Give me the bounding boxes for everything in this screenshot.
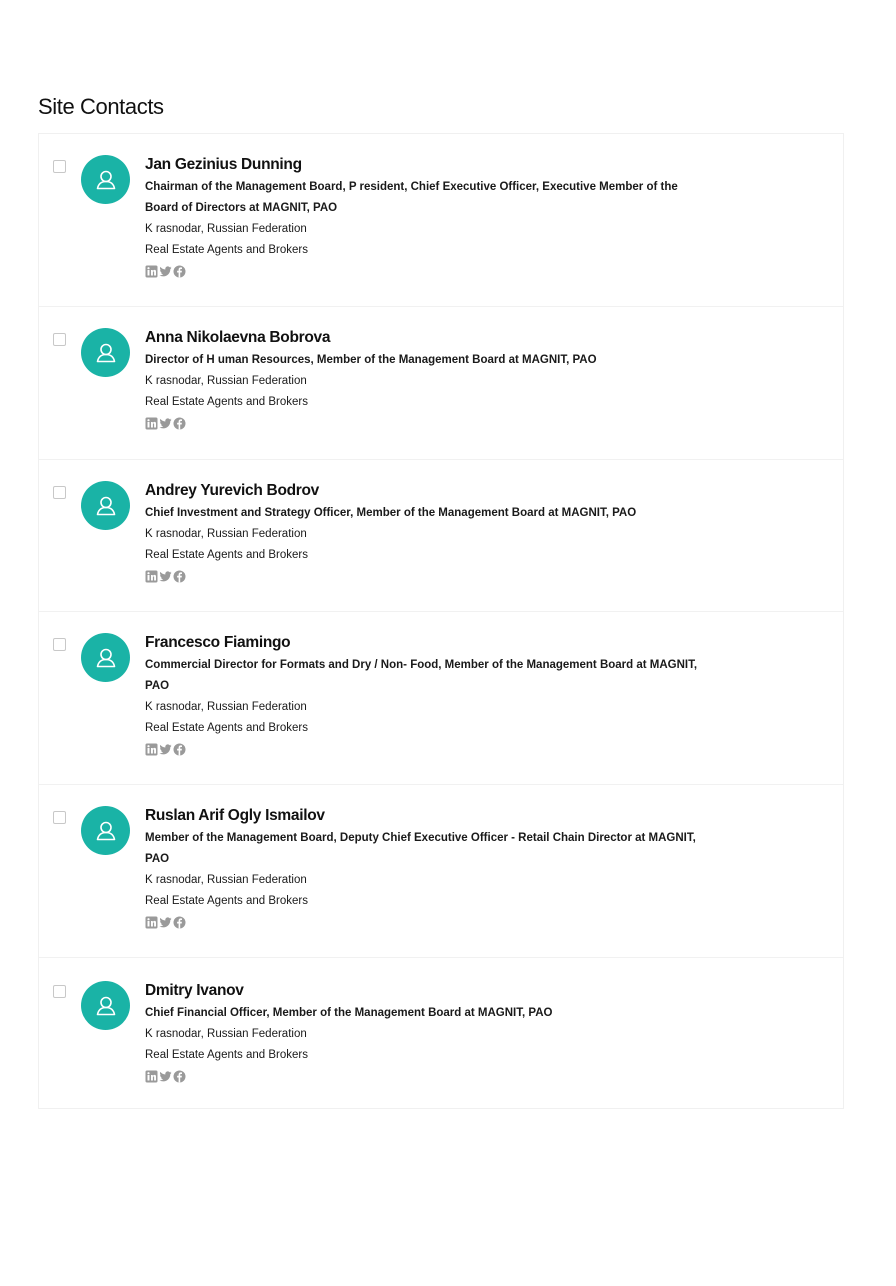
twitter-icon[interactable] [159, 1070, 172, 1083]
contact-title: Chief Investment and Strategy Officer, Member of the Management Board at MAGNIT, PAO [145, 507, 637, 519]
twitter-icon[interactable] [159, 417, 172, 430]
select-checkbox[interactable] [53, 985, 66, 998]
select-checkbox[interactable] [53, 486, 66, 499]
avatar [81, 481, 130, 530]
linkedin-icon[interactable] [145, 1070, 158, 1083]
page-title: Site Contacts [38, 94, 164, 119]
contact-location: K rasnodar, Russian Federation [145, 375, 307, 387]
facebook-icon[interactable] [173, 743, 186, 756]
contact-title: Commercial Director for Formats and Dry / Non- Food, Member of the Management Board at MAGNIT, PAO [145, 659, 698, 692]
contact-location: K rasnodar, Russian Federation [145, 528, 307, 540]
contact-location: K rasnodar, Russian Federation [145, 874, 307, 886]
social-links [145, 1069, 705, 1083]
contact-title: Chief Financial Officer, Member of the Management Board at MAGNIT, PAO [145, 1007, 553, 1019]
social-links [145, 915, 705, 929]
select-checkbox[interactable] [53, 160, 66, 173]
contact-row [39, 785, 843, 958]
user-icon [93, 818, 119, 844]
contact-name[interactable]: Ruslan Arif Ogly Ismailov [145, 807, 325, 824]
select-checkbox[interactable] [53, 811, 66, 824]
user-icon [93, 645, 119, 671]
contact-name[interactable]: Dmitry Ivanov [145, 982, 244, 999]
contact-industry: Real Estate Agents and Brokers [145, 396, 309, 408]
facebook-icon[interactable] [173, 265, 186, 278]
twitter-icon[interactable] [159, 570, 172, 583]
contact-name[interactable]: Jan Gezinius Dunning [145, 156, 302, 173]
avatar [81, 633, 130, 682]
contact-name[interactable]: Francesco Fiamingo [145, 634, 291, 651]
contact-row [39, 460, 843, 612]
contact-industry: Real Estate Agents and Brokers [145, 722, 309, 734]
avatar [81, 328, 130, 377]
contact-row [39, 307, 843, 460]
linkedin-icon[interactable] [145, 265, 158, 278]
contact-title: Chairman of the Management Board, P resident, Chief Executive Officer, Executive Member of the Board of Directors at MAGNIT, PAO [145, 181, 678, 214]
social-links [145, 569, 705, 583]
contact-location: K rasnodar, Russian Federation [145, 1028, 307, 1040]
avatar [81, 981, 130, 1030]
contact-name[interactable]: Andrey Yurevich Bodrov [145, 482, 320, 499]
linkedin-icon[interactable] [145, 417, 158, 430]
contact-row [39, 134, 843, 307]
avatar [81, 806, 130, 855]
contact-name[interactable]: Anna Nikolaevna Bobrova [145, 329, 331, 346]
facebook-icon[interactable] [173, 1070, 186, 1083]
select-checkbox[interactable] [53, 638, 66, 651]
contact-industry: Real Estate Agents and Brokers [145, 549, 309, 561]
contact-location: K rasnodar, Russian Federation [145, 223, 307, 235]
user-icon [93, 493, 119, 519]
twitter-icon[interactable] [159, 916, 172, 929]
contact-industry: Real Estate Agents and Brokers [145, 244, 309, 256]
user-icon [93, 167, 119, 193]
social-links [145, 416, 705, 430]
contact-title: Member of the Management Board, Deputy Chief Executive Officer - Retail Chain Director at MAGNIT, PAO [145, 832, 696, 865]
contact-title: Director of H uman Resources, Member of the Management Board at MAGNIT, PAO [145, 354, 597, 366]
contact-industry: Real Estate Agents and Brokers [145, 1049, 309, 1061]
avatar [81, 155, 130, 204]
user-icon [93, 993, 119, 1019]
linkedin-icon[interactable] [145, 916, 158, 929]
linkedin-icon[interactable] [145, 570, 158, 583]
twitter-icon[interactable] [159, 743, 172, 756]
user-icon [93, 340, 119, 366]
contact-row [39, 612, 843, 785]
contact-location: K rasnodar, Russian Federation [145, 701, 307, 713]
linkedin-icon[interactable] [145, 743, 158, 756]
facebook-icon[interactable] [173, 916, 186, 929]
contact-row [39, 958, 843, 1110]
facebook-icon[interactable] [173, 570, 186, 583]
contacts-list [38, 133, 844, 1109]
social-links [145, 264, 705, 278]
social-links [145, 742, 705, 756]
facebook-icon[interactable] [173, 417, 186, 430]
select-checkbox[interactable] [53, 333, 66, 346]
twitter-icon[interactable] [159, 265, 172, 278]
contact-industry: Real Estate Agents and Brokers [145, 895, 309, 907]
